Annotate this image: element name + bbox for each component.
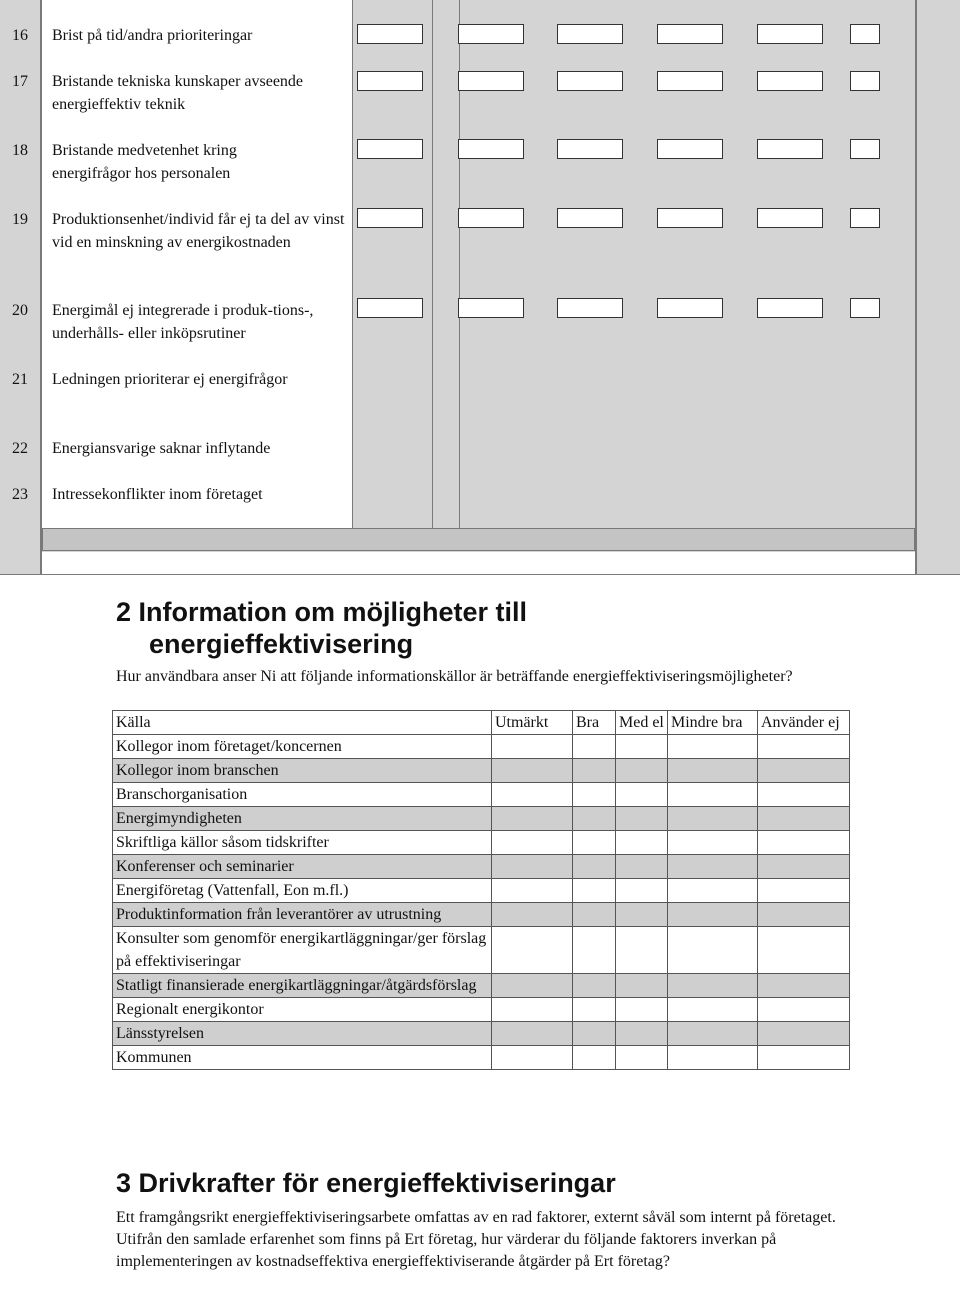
rating-checkbox[interactable] xyxy=(757,24,823,44)
bottom-strip xyxy=(41,552,916,575)
rating-cell[interactable] xyxy=(616,831,668,855)
table-row xyxy=(113,998,850,1022)
barrier-text: Energiansvarige saknar inflytande xyxy=(52,440,271,457)
rating-cell[interactable] xyxy=(573,735,616,759)
rating-cell[interactable] xyxy=(758,974,850,998)
rating-cell[interactable] xyxy=(668,1046,758,1070)
barrier-table xyxy=(0,0,960,575)
barrier-text: Ledningen prioriterar ej energifrågor xyxy=(52,371,288,388)
barrier-text: Bristande medvetenhet kring energifrågor hos personalen xyxy=(52,142,237,182)
rating-cell[interactable] xyxy=(758,759,850,783)
rating-cell[interactable] xyxy=(492,807,573,831)
rating-cell[interactable] xyxy=(492,927,573,974)
rating-cell[interactable] xyxy=(573,831,616,855)
table-row xyxy=(113,759,850,783)
source-label: Produktinformation från leverantörer av utrustning xyxy=(113,903,492,927)
source-label: Statligt finansierade energikartläggningar/åtgärdsförslag xyxy=(113,974,492,998)
rating-checkbox[interactable] xyxy=(850,298,880,318)
rating-cell[interactable] xyxy=(668,759,758,783)
rating-cell[interactable] xyxy=(668,903,758,927)
rating-checkbox[interactable] xyxy=(657,208,723,228)
rating-checkbox[interactable] xyxy=(458,71,524,91)
table-row xyxy=(113,879,850,903)
rating-checkbox[interactable] xyxy=(557,24,623,44)
rating-cell[interactable] xyxy=(616,855,668,879)
rating-cell[interactable] xyxy=(758,831,850,855)
rating-cell[interactable] xyxy=(573,759,616,783)
rating-cell[interactable] xyxy=(573,855,616,879)
barrier-text: Energimål ej integrerade i produk-tions-, underhålls- eller inköpsrutiner xyxy=(52,302,314,342)
rating-cell[interactable] xyxy=(758,855,850,879)
rating-cell[interactable] xyxy=(668,1022,758,1046)
rating-cell[interactable] xyxy=(758,1046,850,1070)
rating-cell[interactable] xyxy=(668,998,758,1022)
column-header: Med el xyxy=(616,711,668,735)
rating-checkbox[interactable] xyxy=(850,71,880,91)
rating-cell[interactable] xyxy=(668,927,758,974)
table-row xyxy=(113,855,850,879)
rating-checkbox[interactable] xyxy=(557,298,623,318)
rating-cell[interactable] xyxy=(616,903,668,927)
source-label: Branschorganisation xyxy=(113,783,492,807)
section-3-body: Ett framgångsrikt energieffektiviseringsarbete omfattas av en rad faktorer, externt såväl som internt på företaget. Utifrån den samlade erfarenhet som finns på Ert företag, hur värderar du följande faktorers inverkan på implementeringen av kostnadseffektiva energieffektiviserande åtgärder på Ert företag? xyxy=(116,1209,836,1270)
row-number: 22 xyxy=(12,440,28,457)
rating-cell[interactable] xyxy=(668,807,758,831)
section-2-heading-line2: energieffektivisering xyxy=(149,629,414,659)
rating-cell[interactable] xyxy=(616,927,668,974)
rating-cell[interactable] xyxy=(573,1022,616,1046)
rating-cell[interactable] xyxy=(616,759,668,783)
table-footer-bar xyxy=(42,528,915,551)
rating-cell[interactable] xyxy=(492,903,573,927)
rating-cell[interactable] xyxy=(668,831,758,855)
table-row xyxy=(113,783,850,807)
rating-cell[interactable] xyxy=(616,807,668,831)
rating-cell[interactable] xyxy=(668,735,758,759)
rating-checkbox[interactable] xyxy=(557,139,623,159)
rating-cell[interactable] xyxy=(668,879,758,903)
rating-cell[interactable] xyxy=(758,879,850,903)
source-label: Energimyndigheten xyxy=(113,807,492,831)
rating-checkbox[interactable] xyxy=(458,208,524,228)
barrier-text: Brist på tid/andra prioriteringar xyxy=(52,27,253,44)
table-row xyxy=(113,1022,850,1046)
rating-checkbox[interactable] xyxy=(557,208,623,228)
table-header-row xyxy=(113,711,850,735)
rating-cell[interactable] xyxy=(492,1046,573,1070)
source-label: Konferenser och seminarier xyxy=(113,855,492,879)
source-label: Länsstyrelsen xyxy=(113,1022,492,1046)
source-label: Skriftliga källor såsom tidskrifter xyxy=(113,831,492,855)
source-label: Kommunen xyxy=(113,1046,492,1070)
table-row xyxy=(113,735,850,759)
rating-cell[interactable] xyxy=(492,855,573,879)
rating-cell[interactable] xyxy=(573,974,616,998)
barrier-text: Produktionsenhet/individ får ej ta del av vinst vid en minskning av energikostnaden xyxy=(52,211,345,251)
source-label: Konsulter som genomför energikartläggningar/ger förslag på effektiviseringar xyxy=(113,927,492,974)
rating-cell[interactable] xyxy=(573,998,616,1022)
rating-checkbox[interactable] xyxy=(850,139,880,159)
column-header: Använder ej xyxy=(758,711,850,735)
rating-cell[interactable] xyxy=(668,783,758,807)
rating-cell[interactable] xyxy=(492,879,573,903)
rating-checkbox[interactable] xyxy=(557,71,623,91)
rating-checkbox[interactable] xyxy=(657,139,723,159)
rating-cell[interactable] xyxy=(616,879,668,903)
source-label: Kollegor inom branschen xyxy=(113,759,492,783)
rating-cell[interactable] xyxy=(758,735,850,759)
rating-cell[interactable] xyxy=(616,1046,668,1070)
rating-cell[interactable] xyxy=(492,974,573,998)
rating-cell[interactable] xyxy=(758,927,850,974)
table-row xyxy=(113,927,850,974)
source-rating-table xyxy=(112,710,850,1070)
rating-checkbox[interactable] xyxy=(850,24,880,44)
section-2-question: Hur användbara anser Ni att följande informationskällor är beträffande energieffektiviseringsmöjligheter? xyxy=(116,668,793,685)
rating-cell[interactable] xyxy=(573,879,616,903)
rating-checkbox[interactable] xyxy=(657,24,723,44)
table-row xyxy=(113,831,850,855)
rating-checkbox[interactable] xyxy=(458,24,524,44)
rating-checkbox[interactable] xyxy=(357,298,423,318)
rating-cell[interactable] xyxy=(616,783,668,807)
rating-checkbox[interactable] xyxy=(357,139,423,159)
column-header: Bra xyxy=(573,711,616,735)
rating-cell[interactable] xyxy=(668,855,758,879)
rating-checkbox[interactable] xyxy=(757,139,823,159)
source-label: Kollegor inom företaget/koncernen xyxy=(113,735,492,759)
rating-cell[interactable] xyxy=(492,783,573,807)
source-label: Energiföretag (Vattenfall, Eon m.fl.) xyxy=(113,879,492,903)
row-number: 21 xyxy=(12,371,28,388)
rating-cell[interactable] xyxy=(573,1046,616,1070)
source-label: Regionalt energikontor xyxy=(113,998,492,1022)
rating-cell[interactable] xyxy=(758,903,850,927)
rating-cell[interactable] xyxy=(668,974,758,998)
table-row xyxy=(113,1046,850,1070)
rating-cell[interactable] xyxy=(758,783,850,807)
column-header: Mindre bra xyxy=(668,711,758,735)
rating-cell[interactable] xyxy=(492,759,573,783)
rating-cell[interactable] xyxy=(616,735,668,759)
rating-cell[interactable] xyxy=(573,927,616,974)
rating-checkbox[interactable] xyxy=(657,298,723,318)
rating-checkbox[interactable] xyxy=(357,208,423,228)
column-header: Källa xyxy=(113,711,492,735)
row-number: 17 xyxy=(12,73,28,90)
table-row xyxy=(113,807,850,831)
column-header: Utmärkt xyxy=(492,711,573,735)
rating-cell[interactable] xyxy=(758,1022,850,1046)
rating-cell[interactable] xyxy=(616,998,668,1022)
table-row xyxy=(113,903,850,927)
section-2-heading: 2 Information om möjligheter till xyxy=(116,597,528,627)
row-number: 23 xyxy=(12,486,28,503)
rating-checkbox[interactable] xyxy=(757,298,823,318)
rating-checkbox[interactable] xyxy=(757,208,823,228)
rating-checkbox[interactable] xyxy=(850,208,880,228)
rating-cell[interactable] xyxy=(758,998,850,1022)
row-number: 19 xyxy=(12,211,28,228)
row-number: 16 xyxy=(12,27,28,44)
rating-checkbox[interactable] xyxy=(657,71,723,91)
rating-cell[interactable] xyxy=(492,1022,573,1046)
rating-cell[interactable] xyxy=(573,807,616,831)
rating-cell[interactable] xyxy=(573,903,616,927)
section-3-heading: 3 Drivkrafter för energieffektiviseringar xyxy=(116,1168,616,1198)
barrier-text: Bristande tekniska kunskaper avseende energieffektiv teknik xyxy=(52,73,304,113)
table-row xyxy=(113,974,850,998)
rating-cell[interactable] xyxy=(758,807,850,831)
rating-checkbox[interactable] xyxy=(357,71,423,91)
rating-cell[interactable] xyxy=(616,974,668,998)
barrier-text: Intressekonflikter inom företaget xyxy=(52,486,263,503)
rating-checkbox[interactable] xyxy=(458,298,524,318)
rating-checkbox[interactable] xyxy=(357,24,423,44)
rating-cell[interactable] xyxy=(616,1022,668,1046)
rating-cell[interactable] xyxy=(492,735,573,759)
rating-checkbox[interactable] xyxy=(757,71,823,91)
rating-cell[interactable] xyxy=(492,831,573,855)
row-number: 18 xyxy=(12,142,28,159)
rating-checkbox[interactable] xyxy=(458,139,524,159)
rating-cell[interactable] xyxy=(492,998,573,1022)
row-number: 20 xyxy=(12,302,28,319)
rating-cell[interactable] xyxy=(573,783,616,807)
